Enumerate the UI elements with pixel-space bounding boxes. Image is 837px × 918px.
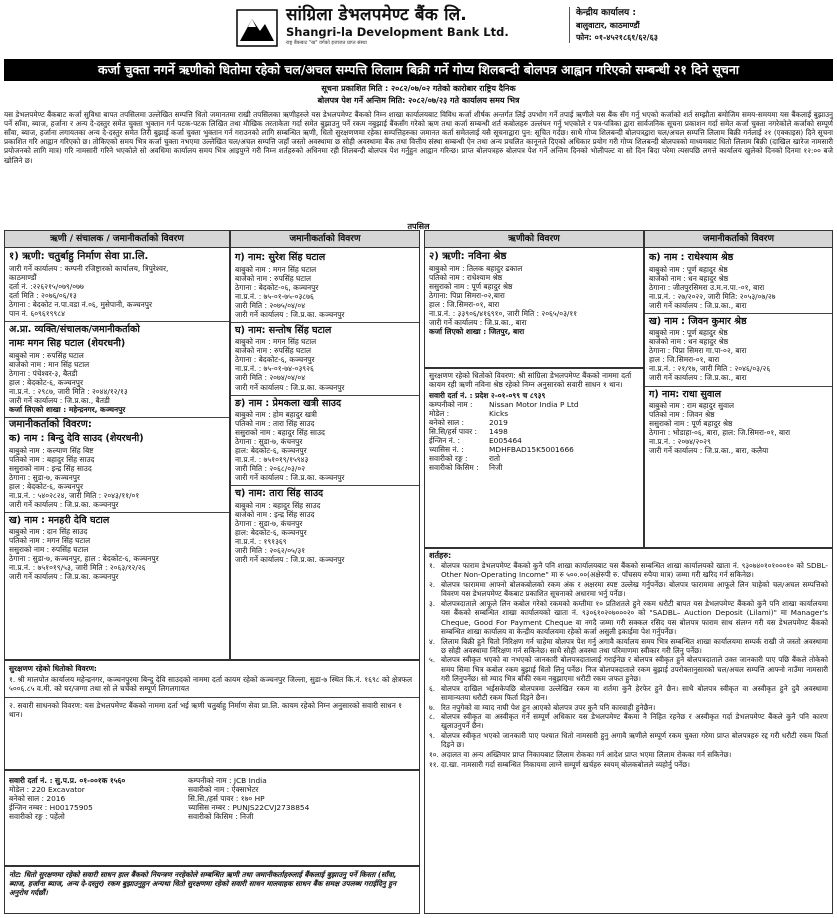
guarantor-2-title: ख) नाम : मनहरी देवि घटाल	[9, 514, 110, 526]
vehicle-left	[9, 776, 184, 821]
detail-line: ना.प्र.नं. : १९१३६९	[235, 537, 287, 547]
detail-line: ससुराको नाम : पूर्ण बहादुर श्रेष्ठ	[649, 419, 733, 429]
guarantor-title: ख) नाम : जिवन कुमार श्रेष्ठ	[649, 315, 747, 327]
spec-key: मोडेल :	[9, 785, 30, 795]
spec-key: सवारीको किसिम :	[188, 812, 238, 822]
detail-line: पतिको नाम : मगन सिंह घटाल	[9, 536, 91, 546]
publication-date: सूचना प्रकाशित मिति : २०८२/०७/०२ गतेको कारोबार राष्ट्रिय दैनिक	[321, 84, 516, 93]
collateral-title: सुरक्षणण रहेको धितोको विवरण:	[9, 664, 97, 673]
spec-key: च्यासिस नम्बर :	[188, 803, 230, 813]
detail-line: जारी गर्ने कार्यालय : कम्पनी रजिष्ट्रारको कार्यालय, त्रिपुरेश्वर,	[9, 264, 169, 274]
spec-key: सवारी दर्ता नं. :	[9, 776, 53, 785]
spec-key: बनेको साल :	[429, 418, 465, 428]
spec-value: H00175905	[49, 803, 93, 813]
spec-key: ईन्जिन नम्बर :	[9, 803, 48, 813]
collateral-land: १. श्री मालपोत कार्यालय महेन्द्रनगर, कञ्चनपुरमा बिन्दु देवि साउदको नाममा दर्ता कायम रहेको कञ्चनपुर जिल्ला, सुडा-७ स्थित कि.नं. १६९८ को क्षेत्रफल ५००६.८५ व.मी. को घर/जग्गा तथा सो ले चर्चेको सम्पूर्ण लिगलगायत	[9, 675, 413, 694]
detail-line: बाजेको नाम : धन बहादुर श्रेष्ठ	[649, 273, 729, 283]
detail-line: बाजेको नाम : रुपसिंह घटाल	[235, 273, 312, 283]
collateral-intro: सुरक्षणण रहेको धितोको विवरण: श्री सांग्रिला डेभलपमेण्ट बैंकको नाममा दर्ता कायम रही ऋणी नविना श्रेष्ठ रहेको निम्न अनुसारको सवारी साधन १ थान।	[429, 371, 632, 390]
detail-line: जारी गर्ने कार्यालय : जि.प्र.का. कञ्चनपुर	[235, 309, 345, 319]
detail-line: पतिको नाम : तारा सिंह साउद	[235, 419, 315, 429]
detail-line: जारी गर्ने कार्यालय : जि.प्र.का. कञ्चनपुर	[235, 382, 345, 392]
spec-value: निजी	[240, 812, 254, 822]
director-name: नामः मगन सिह घटाल (शेयरधनी)	[9, 337, 126, 349]
spec-value: 2019	[489, 418, 508, 428]
detail-line: जारी गर्ने कार्यालय : जि.प्र.का. कञ्चनपुर	[235, 473, 345, 483]
vehicle-note: नोट: धितो सुरक्षणमा रहेको सवारी साधन हाल बैंकको नियन्त्रण नरहेकोले सम्बन्धित ऋणी तथा जमानीकर्ताहरुलाई बैंकलाई बुझाउनु पर्ने किस्ता (साँवा, ब्याज, हर्जाना ब्याज, अन्य दे-दस्तुर) रकम बुझाउनुहुन अन्यथा धितो सुरक्षणमा रहेको सवारी साधन मालवाहक साधन बैंक समक्ष उपलब्ध गराईदिनु हुन अनुरोध गर्दछौं।	[4, 866, 420, 914]
spec-key: मोडेल :	[429, 409, 450, 419]
director-title: अ.प्रा. व्यक्ति/संचालक/जमानीकर्ताको	[9, 324, 140, 336]
term-item: १. बोलपत्र फाराम डेभलपमेण्ट बैंकको कुनै पनि शाखा कार्यालयबाट यस बैंकको सम्बन्धित शाखा कार्यालयको खाता नं. ९३०७४०१०१०००१० को SDBL- Other Non-Operating Income" मा रु ५००.००(अक्षेरुपी रु. पाँचसय रुपैया मात्र) जम्मा गरी खरिद गर्न सकिनेछ।	[429, 561, 828, 580]
detail-line: जारी गर्ने कार्यालय : जि.प्र.का., बारा	[649, 300, 747, 310]
detail-line: ठेगाना : भोडाहा-०६, बारा, हाल: जि.सिमरा-०१, बारा	[649, 428, 791, 438]
detail-line: जारी गर्ने कार्यालय : जि.प्र.का. कञ्चनपुर	[235, 555, 345, 565]
guarantor-heading: जमानीकर्ताको विवरण:	[9, 418, 92, 430]
loan-branch: कर्जा लिएको शाखा : महेन्द्रनगर, कञ्चनपुर	[9, 404, 126, 414]
detail-line: ठेगाना : सुडा-७, कञ्चनपुर	[9, 472, 80, 482]
spec-value: १७० HP	[240, 794, 265, 804]
detail-line: ना.प्र.नं. : २९८७, जारी मिति : २०४४/१२/१३	[9, 386, 128, 396]
detail-line: बाबुको नाम : राम बहादुर सुवाल	[649, 401, 735, 411]
term-item: ६. बोलपत्र दाखिल भईसकेपछि बोलपत्रमा उल्लेखित रकम वा शर्तमा कुनै हेरफेर हुने छैन। साथै बोलपत्र स्वीकृत वा अस्वीकृत हुने दुवै अवस्थामा सामान्यतया धरौटी रकम फिर्ता दिइने छैन।	[429, 683, 828, 702]
spec-value: JCB India	[233, 776, 267, 785]
detail-line: दर्ता नं. :२२६२१५/०७९/०७७	[9, 282, 84, 292]
guarantor-title: च) नाम: तारा सिंह साउद	[235, 488, 324, 500]
borrower-2-guarantors	[644, 230, 833, 548]
spec-key: सि.सि/हर्स पावर :	[429, 427, 478, 437]
bank-tagline: राष्ट्र बैंकबाट "ख" वर्गको इजाजत प्राप्त संस्था	[286, 40, 367, 46]
detail-line: ठेगाना : बेदकोट न.पा.वडा नं.०६, मुसेपानी, कञ्चनपुर	[9, 300, 152, 310]
detail-line: बाबुको नाम : मगन सिंह घटाल	[235, 337, 317, 347]
spec-value: रातो	[489, 454, 501, 464]
bank-name-english: Shangri-la Development Bank Ltd.	[286, 25, 509, 39]
guarantor-title: घ) नाम: सन्तोष सिंह घटाल	[235, 324, 332, 336]
term-item: ८. बोलपत्र स्वीकृत वा अस्वीकृत गर्ने सम्पूर्ण अधिकार यस डेभलपमेण्ट बैंकमा नै निहित रहनेछ र अस्वीकृत गर्दा डेभलपमेण्ट बैंकले कुनै पनि कारण खुलाउनुपर्ने छैन।	[429, 712, 828, 731]
detail-line: हाल : जि.सिमरा-०१, बारा	[429, 300, 500, 310]
term-item: १०. अदालत वा अन्य अख्तियार प्राप्त निकायबाट लिलाम रोकका गर्न आदेश प्राप्त भएमा लिलाम रोकका गर्न सकिनेछ।	[429, 750, 732, 760]
guarantor-title: ग) नाम: सुरेश सिंह घटाल	[235, 252, 326, 263]
borrower-1-title: १) ऋणी: चतुर्बाहु निर्माण सेवा प्रा.लि.	[9, 251, 149, 262]
guarantor-title: ग) नाम: राधा सुवाल	[649, 388, 722, 400]
detail-line: पान नं. ६०९६१९९८४	[9, 309, 65, 319]
detail-line: हाल: बेदकोट-६, कञ्चनपुर	[235, 446, 307, 456]
detail-line: जारी गर्ने कार्यालय : जि.प्र.का., बैतडी	[9, 395, 110, 405]
detail-line: बाजेको नाम : रुपसिंह घटाल	[235, 346, 312, 356]
detail-line: ठेगाना: पिप्रा सिमरा-०२,बारा	[429, 291, 505, 301]
spec-key: सवारीको रङ्ग :	[9, 812, 48, 822]
borrower-1-column	[4, 230, 230, 660]
spec-value: E005464	[489, 436, 522, 446]
office-phone: फोन: ०१-४५२१८६१/६२/६३	[576, 32, 658, 42]
detail-line: ठेगाना : बेदकोट-६, कञ्चनपुर	[235, 355, 315, 365]
vehicle-reg-no: सवारी दर्ता नं. : प्रदेश २-०१-०९९ च ८९३९	[429, 391, 546, 401]
column-heading: जमानीकर्ताको विवरण	[231, 231, 419, 248]
detail-line: ना.प्र.नं. : २७/२०२२, जारी मिति: २०५३/०७/२७	[649, 291, 776, 301]
detail-line: जारी गर्ने कार्यालय : जि.प्र.का., बारा	[649, 373, 747, 383]
intro-paragraph: यस डेभलपमेण्ट बैंकबाट कर्जा सुविधा बापत तपसिलमा उल्लेखित सम्पत्ति धितो जमानतमा राखी तपसिलका ऋणीहरुले यस डेभलपमेण्ट बैंकको निम्न शाखा कार्यालयबाट विविध कर्जा शीर्षक अन्तर्गत लिई उपभोग गर्ने तपाई ऋणीले यस बैंक सँग गर्नु भएको कर्जाको शर्त सम्झौता बमोजिम समय-समयमा यस बैंकलाई बुझाउनु पर्ने साँवा, ब्याज, हर्जाना र अन्य दे-दस्तुर समेत चुक्ता भुक्तान गर्न पटक-पटक लिखित तथा मौखिक तरताकेता गर्दा समेत बुझाउनु पर्ने रकम नबुझाई बैंकसँग गरेको ऋण तथा कर्जा सम्बन्धी शर्त कबोलहरु उल्लंघन गर्नु भएकोले र पत्र-पत्रिका द्वारा सार्वजनिक सूचना प्रकाशन गर्दा समेत कर्जा चुक्ता नगरेकोले कर्जाको सम्पूर्ण साँवा, ब्याज, हर्जाना लगायतका अन्य दे-दस्तुर समेत तिरी बुझाई कर्जा चुक्ता भुक्तान गर्न गराउनको लागि सम्बन्धित ऋणी, धितो सुरक्षणणमा रहेका सम्पत्तिहरुका जमानत कर्ता समेतलाई यसै सूचनाद्वारा पुन: सूचित गर्दछ। साथै गोप्य शिलबन्दी बोलपत्रद्वारा चल/अचल सम्पत्ति लिलाम बिक्री गर्नलाई २१ (एक्काइस) दिने सूचना प्रकाशित गरि आह्वान गरिएको छ। तोकिएको समय भित्र कर्जा चुक्ता नभएमा उल्लेखित चल/अचल सम्पत्ति जहाँ जस्तो अवस्थामा छ सोही अवस्थामा बैंक तथा वित्तीय संस्था सम्बन्धी ऐन तथा अन्य प्रचलित कानूनले दिएको अधिकार प्रयोग गरी गोप्य शिलबन्दी बोलपत्रको माध्यमबाट धितो लिलाम बिक्री (दाखिल खारेज नामसारी प्रयोजनको लागि मात्र) गरि नामसारी गरिने भएकोले सो अवधिमा कार्यालय समय भित्र आइपुग्ने गरी निम्न शर्तहरुको अधिनमा रही शिलबन्दी बोलपत्र पेश गर्नुहुन आह्वान गरिन्छ। प्राप्त बोलपत्रहरु बोलपत्र पेश गर्ने अन्तिम दिनको भोलीपल्ट वा सो दिन बिदा परेमा त्यसपछि लगत्ते कार्यालय खुलेको दिनको दिनमा १२:०० बजे खोलिने छ।	[4, 109, 833, 165]
term-item: ५. बोलपत्र स्वीकृत भएको वा नभएको जानकारी बोलपत्रदातालाई गराईनेछ र बोलपत्र स्वीकृत हुने बोलपत्रदाताले उक्त जानकारी पाए पछि बैंकले तोकेको समय सिमा भित्र कबोल रकम बुझाई धितो लिनु पर्नेछ। निज बोलपत्रदाताले रकम बुझाई उपरोक्तानुसारको चल/अचल सम्पत्ति आफ्नो नाउँमा नामसारी गरी लिनुपर्नेछ। सो म्याद भित्र बाँकी रकम नबुझाएमा धरौटी रकम जफत हुनेछ।	[429, 655, 828, 683]
column-heading: ऋणी / संचालक / जमानीकर्ताको विवरण	[5, 231, 229, 248]
spec-key: कम्पनीको नाम :	[188, 776, 232, 785]
schedule-heading: तपसिल	[407, 221, 430, 231]
spec-value: MDHFBAD15K5001666	[489, 445, 574, 455]
term-item: ४. लिलाम बिक्री हुने चितो निरिक्षण गर्न चाहेमा बोलपत्र पेश गर्नु अगावै कार्यालय समय भित्र सम्बन्धित शाखा कार्यालयमा सम्पर्क राखी जे जस्तो अवस्थामा छ सोही अवस्थामा निरिक्षण गर्न सकिनेछ। साथै सोही अवस्था तथा परिमाणमा स्वीकार गरी लिनु पर्नेछ।	[429, 636, 828, 655]
term-item: ११. दा.खा. नामसारी गर्दा सम्बन्धित निकायमा लाग्ने सम्पूर्ण खर्चहरु स्वयम् बोलकबोलले व्यहोर्नु पर्नेछ।	[429, 759, 690, 769]
detail-line: बाजेको नाम : इन्द्र सिंह साउद	[235, 509, 315, 519]
bank-name-nepali: सांग्रिला डेभलपमेण्ट बैंक लि.	[286, 5, 467, 25]
term-item: ३. बोलपत्रदाताले आफूले लिन कबोल गरेको रकमको कम्तीमा १० प्रतिशतले हुने रकम धरौटी बापत यस डेभलपमेण्ट बैंकको कुनै पनि शाखा कार्यालयमा यस बैंकको सम्बन्धित शाखा कार्यालयको खाता नं. ९३०६१०२०७०००२० को "SADBL– Auction Deposit (Lilami)" मा Manager's Cheque, Good For Payment Cheque वा नगदै जम्मा गरी सक्कल रसिद यस बोलपत्र फाराम साथ संलग्न गरी यस डेभलपमेण्ट बैंकको सम्बन्धित शाखा कार्यालय वा केन्द्रीय कार्यालयमा रहेको कर्जा असुली इकाईमा पेश गर्नुपर्नेछ।	[429, 599, 828, 636]
detail-line: बाबुको नाम : बहादुर सिंह साउद	[235, 500, 321, 510]
detail-line: ना.प्र.नं. : ७५-०१-७५-०३८७६	[235, 291, 314, 301]
terms-title: शर्तहरु:	[429, 551, 452, 560]
detail-line: ससुराको नाम : इन्द्र सिंह साउद	[9, 463, 92, 473]
detail-line: बाबुको नाम : पूर्ण बहादुर श्रेष्ठ	[649, 328, 728, 338]
spec-key: सवारीको नाम :	[188, 785, 230, 795]
detail-line: जारी गर्ने कार्यालय : जि.प्र.का., बारा, कलैया	[649, 446, 769, 456]
column-heading: जमानीकर्ताको विवरण	[645, 231, 832, 248]
detail-line: ना.प्र.नं. : ३३९०६/४१६९१०, जारी मिति : २०६५/०३/११	[429, 309, 578, 319]
detail-line: बाबुको नाम : कल्याण सिंह बिष्ट	[9, 445, 94, 455]
borrower-2-title: २) ऋणी: नविना श्रेष्ठ	[429, 251, 507, 262]
detail-line: ना.प्र.नं. : ७५१०१९/१५९४३	[235, 455, 309, 465]
detail-line: बाबुको नाम : होम बहादुर खत्री	[235, 410, 317, 420]
spec-key: कम्पनीको नाम :	[429, 400, 473, 410]
detail-line: पतिको नाम : जिवन श्रेष्ठ	[649, 410, 715, 420]
spec-value: निजी	[489, 463, 503, 473]
detail-line: ठेगाना : सुडा-७, कंचनपुर	[235, 437, 303, 447]
detail-line: हाल: बेदकोट-६, कञ्चनपुर	[235, 528, 307, 538]
detail-line: बाबुको नाम : पूर्ण बहादुर श्रेष्ठ	[649, 264, 728, 274]
term-item: २. बोलपत्र फाराममा आफ्नो बोलकबोलको रकम अंक र अक्षरमा स्पष्ट उल्लेख गर्नुपर्नेछ। बोलपत्र फाराममा आफूले लिन चाहेको चल/अचल सम्पत्तिको विवरण यस डेभलपमेण्ट बैंकबाट प्रकाशित सूचनाको अधारमा भर्नु पर्नेछ।	[429, 580, 828, 599]
detail-line: ठेगाना : जीतपुरसिमरा उ.म.न.पा.-०१, बारा	[649, 282, 765, 292]
guarantor-title: ङ) नाम : प्रेमकला खत्री साउद	[235, 397, 342, 409]
collateral-vehicle-intro: २. सवारी साधनको विवरण: यस डेभलपमेण्ट बैंकको नाममा दर्ता भई ऋणी चतुर्बाहु निर्माण सेवा प्रा.लि. कायम रहेको निम्न अनुसारको सवारी साधन १ थान।	[9, 701, 403, 720]
detail-line: ना.प्र.नं. : २१/१७, जारी मिति : २०४६/०३/२६	[649, 364, 771, 374]
detail-line: जारी मिति : २०७५/०४/०४	[235, 300, 306, 310]
detail-line: जारी गर्ने कार्यालय : जि.प्र.का., बारा	[429, 318, 527, 328]
spec-key: बनेको साल :	[9, 794, 45, 804]
detail-line: ठेगाना : सुडा-७, कञ्चनपुर, हाल : बेदकोट-६, कञ्चनपुर	[9, 554, 159, 564]
office-label: केन्द्रीय कार्यालय :	[576, 8, 637, 18]
detail-line: ना.प्र.नं. : ७५-०१-७४-०३९२६	[235, 364, 314, 374]
spec-key: सि.सि./हर्स पावर :	[188, 794, 239, 804]
spec-key: च्यासिस नं. :	[429, 445, 464, 455]
column-heading: ऋणीको विवरण	[425, 231, 643, 248]
detail-line: जारी मिति : २०६८/०३/०२	[235, 464, 306, 474]
detail-line: बाबुको नाम : मगन सिंह घटाल	[235, 264, 317, 274]
vehicle-right	[188, 776, 418, 821]
detail-line: ससुराको नाम : बहादुर सिंह साउद	[235, 428, 325, 438]
detail-line: बाजेको नाम : धन बहादुर श्रेष्ठ	[649, 337, 729, 347]
detail-line: पतिको नाम : बहादुर सिंह साउद	[9, 454, 95, 464]
detail-line: ना.प्र.नं. : ५४०२८२४, जारी मिति : २०४३/११/०१	[9, 490, 140, 500]
detail-line: काठमाण्डौं	[9, 273, 37, 283]
borrower-1-collateral	[4, 660, 420, 770]
spec-key: सवारीको किसिम :	[429, 463, 479, 473]
detail-line: जारी गर्ने कार्यालय : जि.प्र.का. कञ्चनपुर	[9, 572, 119, 582]
spec-value: Nissan Motor India P Ltd	[489, 400, 579, 410]
detail-line: जारी मिति : २०६२/०५/३१	[235, 546, 306, 556]
spec-value: ऐक्साभेटर	[231, 785, 259, 795]
vehicle-details	[4, 770, 420, 866]
spec-key: ईन्जिन नं. :	[429, 436, 460, 446]
detail-line: ससुराको नाम : रुपसिंह घटाल	[9, 545, 89, 555]
term-item: ९. बोलपत्र स्वीकृत भएको जानकारी पाए पश्चात धितो नामसारी हुनु अगावै ऋणीले सम्पूर्ण रकम चुक्ता गरेमा प्राप्त बोलपत्रहरु रद्द गरी धरौटी रकम फिर्ता दिइने छ।	[429, 731, 828, 750]
detail-line: ठेगाना : बेदकोट-०६, कञ्चनपुर	[235, 282, 319, 292]
vehicle-specs	[429, 400, 639, 472]
spec-key: सवारीको रङ्ग :	[429, 454, 468, 464]
header	[4, 3, 833, 55]
loan-branch: कर्जा लिएको शाखा : जितपुर, बारा	[429, 327, 525, 337]
bid-deadline: बोलपत्र पेश गर्ने अन्तिम मिति: २०८२/०७/२३ गते कार्यालय समय भित्र	[317, 95, 520, 105]
detail-line: ना.प्र.नं. : २०७४/२०२९	[649, 437, 711, 447]
detail-line: ना.प्र.नं. : ७५१०१९/५३, जारी मिति : २०६३/१२/२६	[9, 563, 146, 573]
detail-line: जारी गर्ने कार्यालय : जि.प्र.का. कञ्चनपुर	[9, 499, 119, 509]
notice-title-banner: कर्जा चुक्ता नगर्ने ऋणीको धितोमा रहेको चल/अचल सम्पत्ति लिलाम बिक्री गर्ने गोप्य शिलबन्दी बोलपत्र आह्वान गरिएको सम्बन्धी २१ दिने सूचना	[4, 59, 833, 81]
detail-line: ठेगाना : सुडा-७, कंचनपुर	[235, 519, 303, 528]
guarantor-title: क) नाम : राधेश्याम श्रेष्ठ	[649, 252, 734, 263]
detail-line: बाबुको नाम : रुपसिंह घटाल	[9, 350, 84, 360]
guarantors-column	[230, 230, 420, 660]
terms-section	[424, 548, 833, 914]
detail-line: पतिको नाम : राधेश्याम श्रेष्ठ	[429, 273, 503, 283]
spec-value: सु.प.प्र. ०१-००१क १५६०	[54, 776, 126, 785]
borrower-2-column	[424, 230, 644, 368]
detail-line: बाजेको नाम : मान सिंह घटाल	[9, 359, 90, 369]
detail-line: जारी मिति : २०७४/०४/०४	[235, 373, 306, 383]
office-location: बालुवाटार, काठमाण्डौं	[576, 21, 640, 31]
detail-line: हाल : बेदकोट-६, कञ्चनपुर	[9, 377, 83, 387]
borrower-1-details	[9, 264, 225, 318]
detail-line: हाल : बेदकोट-६, कञ्चनपुर	[9, 481, 83, 491]
spec-value: 220 Excavator	[31, 785, 85, 795]
detail-line: हाल : जि.सिमरा-०१, बारा	[649, 355, 720, 365]
detail-line: ठेगाना : पिप्रा सिमरा गा.पा-०२, बारा	[649, 346, 747, 356]
guarantor-1-title: क) नाम : बिन्दु देवि साउद (शेयरधनी)	[9, 432, 144, 444]
spec-value: 1498	[489, 427, 508, 437]
detail-line: दर्ता मिति : २०७६/०६/१३	[9, 291, 77, 301]
spec-value: पहेंलो	[49, 812, 65, 822]
borrower-2-collateral	[424, 368, 644, 548]
details-grid	[4, 230, 833, 914]
detail-line: ठेगाना : पंचेश्वर-३, बैतडी	[9, 368, 78, 378]
bank-logo-icon	[236, 9, 278, 47]
detail-line: बाबुको नाम : तिलक बहादुर ढकाल	[429, 264, 523, 274]
spec-value: PUNJS22CVJ2738854	[232, 803, 310, 813]
detail-line: बाबुको नाम : दान सिंह साउद	[9, 527, 88, 537]
detail-line: ससुराको नाम : पूर्ण बहादुर श्रेष्ठ	[429, 282, 513, 292]
spec-value: 2016	[46, 794, 66, 804]
office-info	[569, 7, 658, 43]
term-item: ७. रित नपुगेको वा म्याद नाघी पेश हुन आएको बोलपत्र उपर कुनै पनि कारवाही हुनेछैन।	[429, 702, 656, 712]
spec-value: Kicks	[489, 409, 509, 419]
